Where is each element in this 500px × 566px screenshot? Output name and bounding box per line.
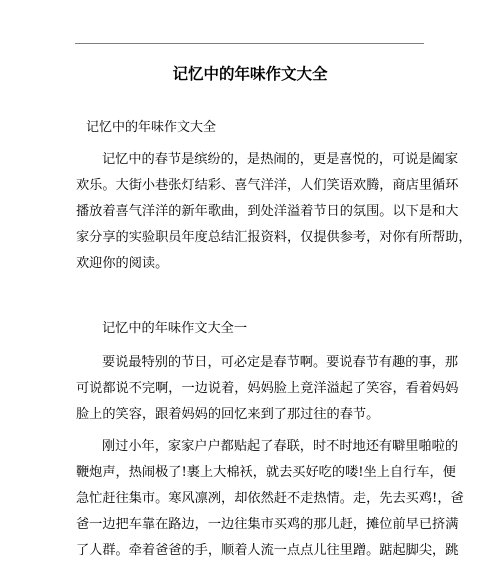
paragraph-line: 爸一边把车靠在路边，一边往集市买鸡的那儿赶，摊位前早已挤满 [76, 517, 459, 532]
paragraph-line: 刚过小年，家家户户都贴起了春联，时不时地还有噼里啪啦的 [102, 439, 459, 454]
paragraph-line: 鞭炮声，热闹极了!裹上大棉袄，就去买好吃的喽!坐上自行车，便 [76, 465, 456, 480]
paragraph-line: 脸上的笑容，跟着妈妈的回忆来到了那过往的春节。 [76, 407, 380, 422]
header-rule [75, 43, 424, 44]
section-heading [76, 316, 428, 342]
paragraph-2 [76, 434, 464, 564]
paragraph-line: 急忙赶往集市。寒风凛冽，却依然赶不走热情。走，先去买鸡!，爸 [76, 491, 464, 506]
paragraph-1 [76, 350, 459, 428]
paragraph-line: 可说都说不完啊，一边说着，妈妈脸上竟洋溢起了笑容，看着妈妈 [76, 381, 459, 396]
document-title: 记忆中的年味作文大全 [172, 64, 328, 83]
intro-line: 欢迎你的阅读。 [76, 256, 169, 271]
paragraph-line: 了人群。牵着爸爸的手，顺着人流一点点儿往里蹭。踮起脚尖，跳 [76, 543, 459, 558]
intro-line: 播放着喜气洋洋的新年歌曲，到处洋溢着节日的氛围。以下是和大 [76, 204, 459, 219]
intro-paragraph [76, 147, 472, 277]
paragraph-line: 要说最特别的节日，可必定是春节啊。要说春节有趣的事，那 [102, 355, 459, 370]
document-subtitle: 记忆中的年味作文大全 [86, 120, 217, 135]
intro-line: 欢乐。大街小巷张灯结彩、喜气洋洋，人们笑语欢腾，商店里循环 [76, 178, 459, 193]
section-heading-text: 记忆中的年味作文大全一 [102, 321, 248, 336]
intro-line: 家分享的实验职员年度总结汇报资料，仅提供参考，对你有所帮助， [76, 230, 472, 245]
intro-line: 记忆中的春节是缤纷的，是热闹的，更是喜悦的，可说是阖家 [102, 152, 459, 167]
